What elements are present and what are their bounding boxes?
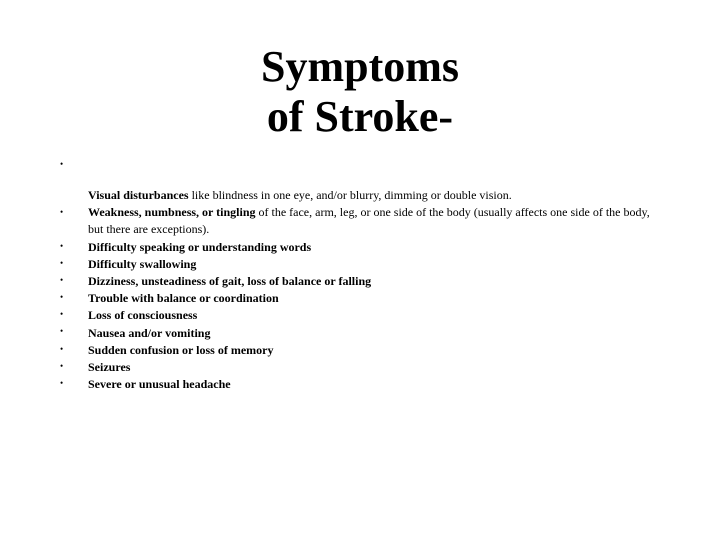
list-item [88,239,668,256]
bullet-marker: • [60,207,64,217]
item-detail: of the face, arm, leg, or one side of the body (usually affects one side of the body, but there are exceptions). [88,205,650,237]
item-heading: Nausea and/or vomiting [88,325,211,340]
bullet-marker: • [60,159,64,169]
list-item [88,256,668,273]
list-item [88,342,668,359]
bullet-marker: • [60,344,64,354]
list-item [88,204,668,238]
title-line-2: of Stroke- [266,92,454,141]
item-heading: Severe or unusual headache [88,377,231,392]
item-heading: Loss of consciousness [88,308,198,323]
item-heading: Sudden confusion or loss of memory [88,342,274,357]
bullet-marker: • [60,378,64,388]
item-heading: Difficulty swallowing [88,256,197,271]
list-item [88,273,668,290]
item-heading: Difficulty speaking or understanding words [88,239,312,254]
bullet-marker: • [60,326,64,336]
list-item [88,376,668,393]
item-heading: Visual disturbances [88,188,189,202]
list-item [88,307,668,324]
bullet-marker: • [60,241,64,251]
list-item [88,359,668,376]
symptom-list [88,187,668,393]
bullet-marker: • [60,309,64,319]
item-detail: like blindness in one eye, and/or blurry, dimming or double vision. [188,188,512,202]
list-item [88,187,668,204]
bullet-marker: • [60,292,64,302]
bullet-marker: • [60,361,64,371]
bullet-marker: • [60,275,64,285]
list-item [88,290,668,307]
title-line-1: Symptoms [260,42,460,91]
list-item [88,325,668,342]
item-heading: Dizziness, unsteadiness of gait, loss of balance or falling [88,274,372,289]
bullet-marker: • [60,258,64,268]
slide-title [0,42,720,142]
item-heading: Trouble with balance or coordination [88,291,279,306]
item-heading: Weakness, numbness, or tingling [88,205,256,220]
item-heading: Seizures [88,360,131,375]
